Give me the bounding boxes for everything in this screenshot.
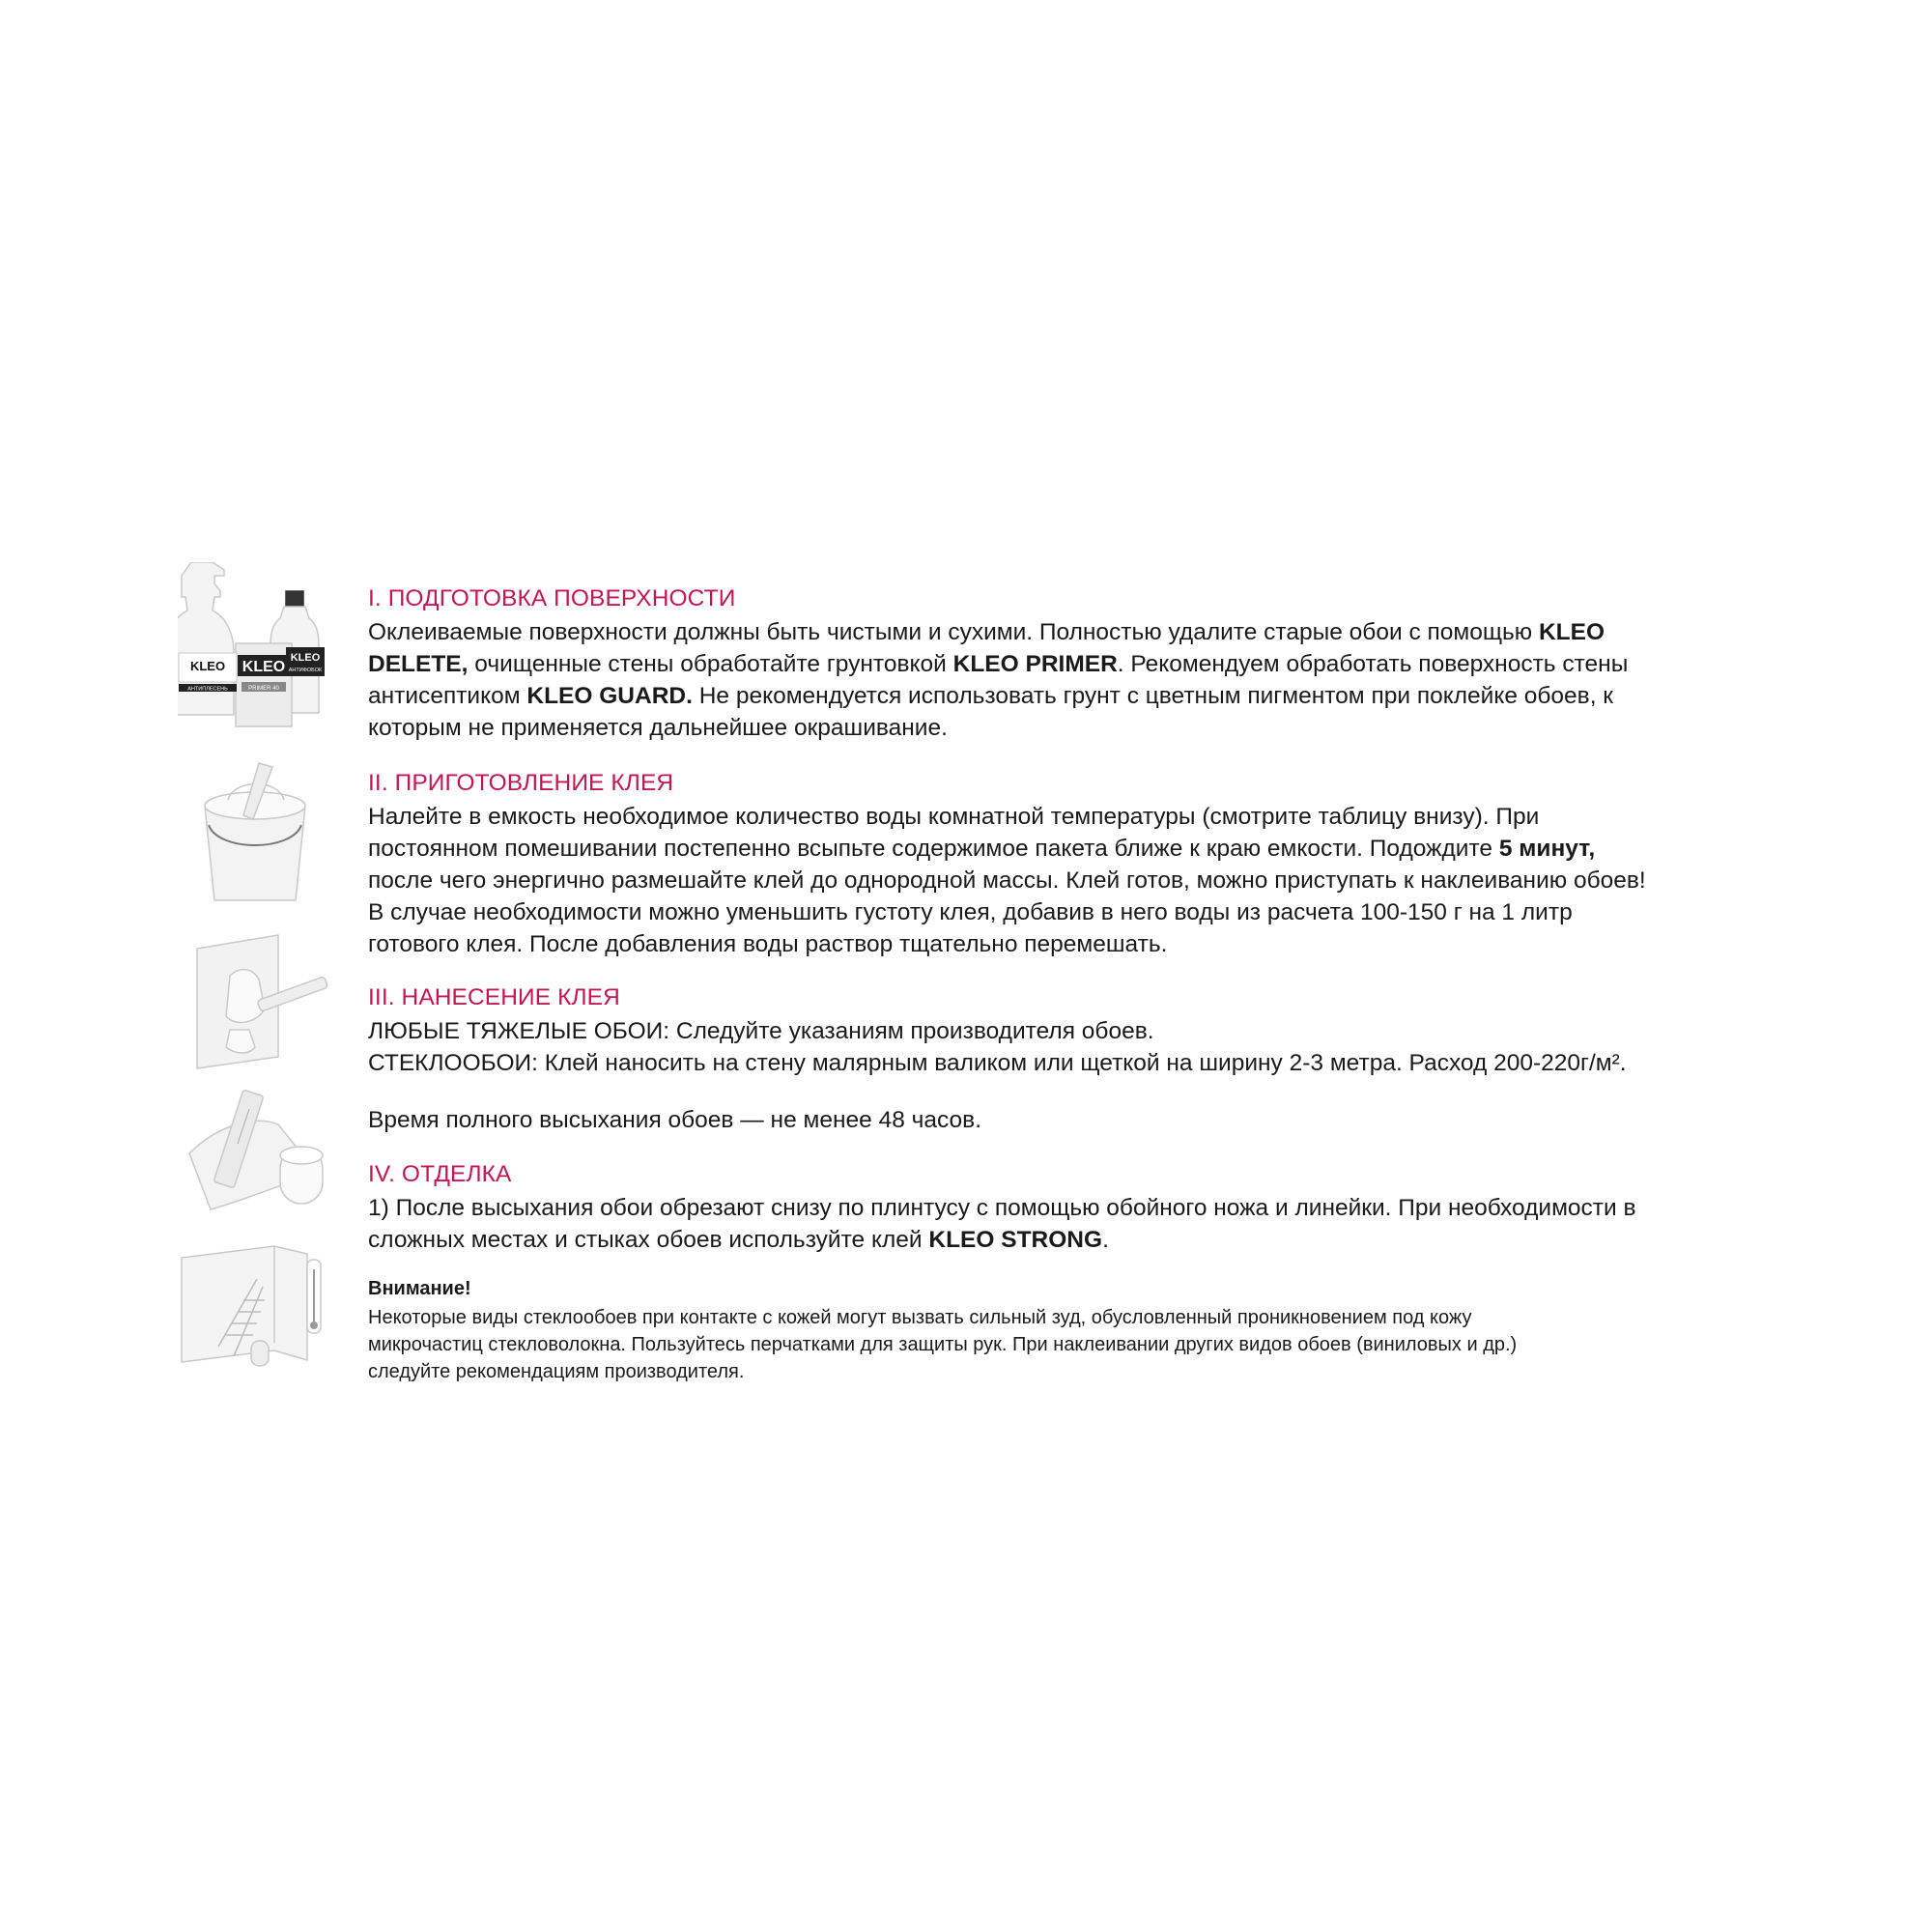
text-line: антисептиком KLEO GUARD. Не рекомендуется использовать грунт с цветным пигментом при поклейке обоев, к: [368, 683, 1614, 709]
text-line: СТЕКЛООБОИ: Клей наносить на стену малярным валиком или щеткой на ширину 2-3 метра. Расход 200-220г/м².: [368, 1050, 1627, 1076]
can-brand-label: KLEO: [242, 659, 286, 675]
spray-product-label: АНТИПЛЕСЕНЬ: [187, 686, 228, 693]
bottle-brand-label: KLEO: [290, 652, 321, 664]
text-line: сложных местах и стыках обоев используйте клей KLEO STRONG.: [368, 1227, 1109, 1253]
text-line: Оклеиваемые поверхности должны быть чистыми и сухими. Полностью удалите старые обои с помощью KLEO: [368, 619, 1605, 645]
section-4-heading: IV. ОТДЕЛКА: [368, 1161, 512, 1187]
text-line: Некоторые виды стеклообоев при контакте с кожей могут вызвать сильный зуд, обусловленный проникновением под кожу: [368, 1307, 1472, 1328]
text-line: микрочастиц стекловолокна. Пользуйтесь перчатками для защиты рук. При наклеивании других видов обоев (виниловых и др.): [368, 1334, 1518, 1355]
text-line: Налейте в емкость необходимое количество воды комнатной температуры (смотрите таблицу внизу). При: [368, 804, 1540, 830]
text-line: DELETE, очищенные стены обработайте грунтовкой KLEO PRIMER. Рекомендуем обработать поверхность стены: [368, 651, 1629, 677]
room-ladder-thermometer-icon: [180, 1240, 332, 1368]
section-1-heading: I. ПОДГОТОВКА ПОВЕРХНОСТИ: [368, 585, 736, 611]
warning-text: [368, 1304, 1827, 1385]
section-3-text: [368, 1015, 1827, 1079]
section-2-heading: II. ПРИГОТОВЛЕНИЕ КЛЕЯ: [368, 770, 674, 796]
section-3-heading: III. НАНЕСЕНИЕ КЛЕЯ: [368, 984, 620, 1010]
glue-bucket-icon: [199, 761, 311, 904]
text-line: ЛЮБЫЕ ТЯЖЕЛЫЕ ОБОИ: Следуйте указаниям производителя обоев.: [368, 1018, 1154, 1044]
text-line: следуйте рекомендациям производителя.: [368, 1361, 745, 1382]
wallpaper-roll-knife-icon: [187, 1086, 334, 1211]
primer-label: PRIMER 40: [248, 686, 279, 692]
text-line: постоянном помешивании постепенно всыпьте содержимое пакета ближе к краю емкости. Подождите 5 минут,: [368, 836, 1596, 862]
section-4-text: [368, 1192, 1827, 1256]
text-line: В случае необходимости можно уменьшить густоту клея, добавив в него воды из расчета 100-150 г на 1 литр: [368, 899, 1573, 925]
text-line: после чего энергично размешайте клей до однородной массы. Клей готов, можно приступать к наклеиванию обоев!: [368, 867, 1646, 894]
text-line: 1) После высыхания обои обрезают снизу по плинтусу с помощью обойного ножа и линейки. При необходимости в: [368, 1195, 1636, 1221]
paste-roller-wall-icon: [193, 933, 330, 1070]
bottle-product-label: АНТИФОБОК: [288, 668, 323, 673]
section-1-text: [368, 616, 1827, 744]
text-line: которым не применяется дальнейшее окрашивание.: [368, 715, 948, 741]
kleo-products-icon: [178, 562, 328, 728]
text-line: Время полного высыхания обоев — не менее 48 часов.: [368, 1107, 982, 1133]
drying-time-text: [368, 1104, 1827, 1136]
spray-brand-label: KLEO: [189, 659, 226, 673]
section-2-text: [368, 801, 1827, 960]
warning-title: Внимание!: [368, 1278, 471, 1299]
text-line: готового клея. После добавления воды раствор тщательно перемешать.: [368, 931, 1168, 957]
